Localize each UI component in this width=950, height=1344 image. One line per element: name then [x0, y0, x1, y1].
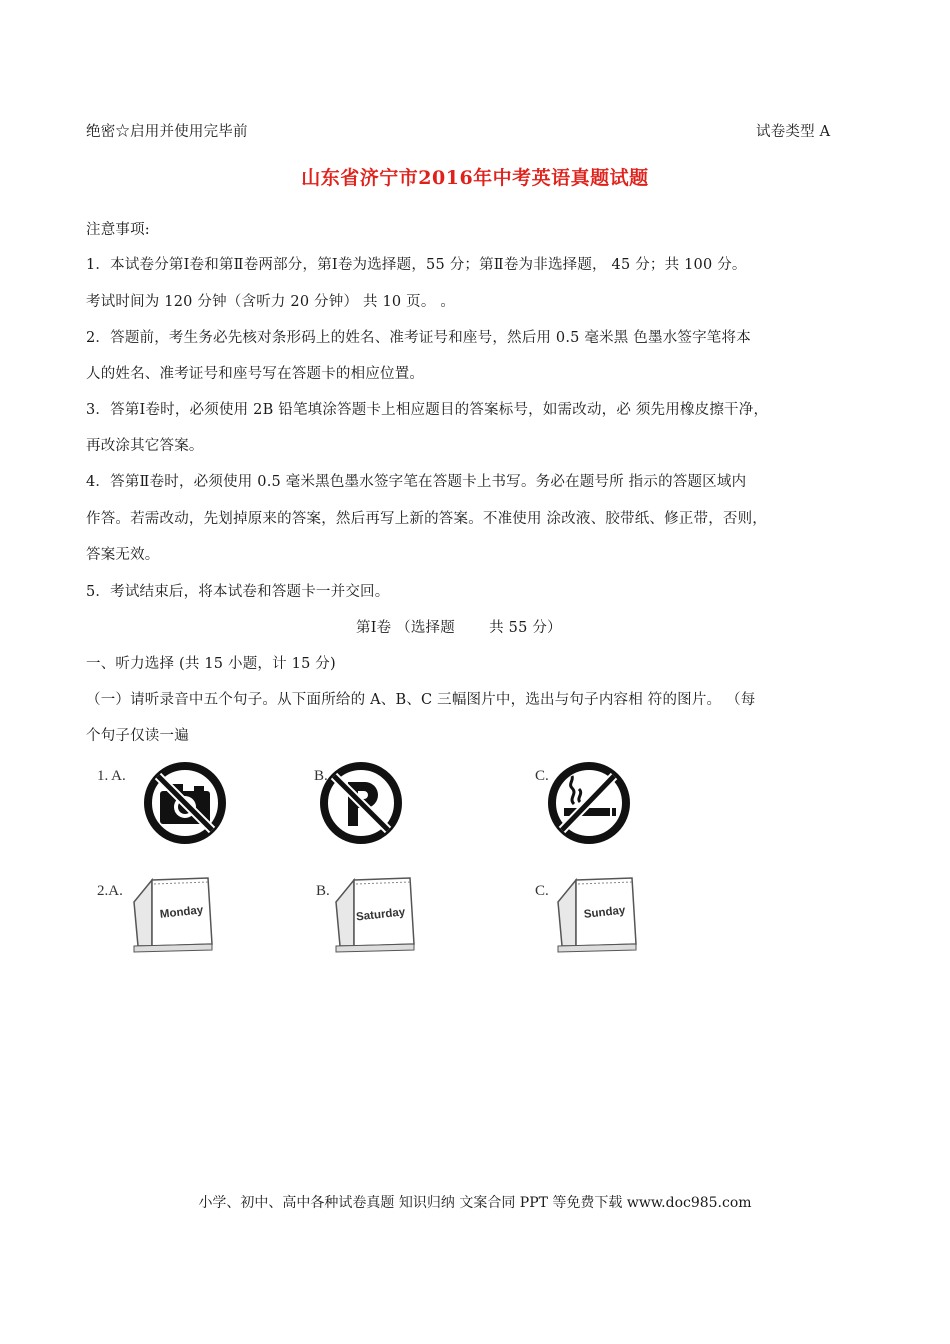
no-parking-icon — [318, 760, 404, 846]
section-heading: 第Ⅰ卷 （选择题 共 55 分） — [356, 620, 562, 636]
instruction-line: （一）请听录音中五个句子。从下面所给的 A、B、C 三幅图片中，选出与句子内容相 符的图片。 （每 — [86, 692, 756, 708]
notes-heading: 注意事项: — [86, 222, 150, 238]
notes-line: 2．答题前，考生务必先核对条形码上的姓名、准考证号和座号，然后用 0.5 毫米黑 色墨水签字笔将本 — [86, 330, 751, 346]
no-smoking-icon — [546, 760, 632, 846]
calendar-day-label: Monday — [159, 904, 204, 921]
option-label: C. — [535, 768, 549, 784]
notes-line: 4．答第Ⅱ卷时，必须使用 0.5 毫米黑色墨水签字笔在答题卡上书写。务必在题号所 指示的答题区域内 — [86, 474, 747, 490]
part-heading: 一、听力选择 (共 15 小题，计 15 分) — [86, 656, 336, 672]
notes-line: 考试时间为 120 分钟（含听力 20 分钟） 共 10 页。 。 — [86, 294, 456, 310]
instruction-line: 个句子仅读一遍 — [86, 728, 189, 744]
confidential-note: 绝密☆启用并使用完毕前 — [86, 124, 248, 140]
notes-line: 5．考试结束后，将本试卷和答题卡一并交回。 — [86, 584, 390, 600]
page-footer: 小学、初中、高中各种试卷真题 知识归纳 文案合同 PPT 等免费下载 www.doc985.com — [198, 1195, 752, 1211]
option-label: C. — [535, 883, 549, 899]
notes-line: 再改涂其它答案。 — [86, 438, 204, 454]
notes-line: 答案无效。 — [86, 547, 160, 563]
calendar-day-label: Sunday — [583, 904, 626, 921]
calendar-icon — [128, 876, 218, 954]
notes-line: 3．答第Ⅰ卷时，必须使用 2B 铅笔填涂答题卡上相应题目的答案标号，如需改动，必 须先用橡皮擦干净， — [86, 402, 769, 418]
option-label: B. — [316, 883, 330, 899]
calendar-icon — [552, 876, 642, 954]
notes-line: 1．本试卷分第Ⅰ卷和第Ⅱ卷两部分，第Ⅰ卷为选择题，55 分；第Ⅱ卷为非选择题， 45 分；共 100 分。 — [86, 257, 747, 273]
option-label: 2.A. — [97, 883, 123, 899]
paper-type: 试卷类型 A — [756, 124, 831, 140]
option-label: 1. A. — [97, 768, 126, 784]
calendar-day-label: Saturday — [355, 906, 406, 924]
calendar-icon — [330, 876, 420, 954]
option-label: B. — [314, 768, 328, 784]
no-camera-icon — [142, 760, 228, 846]
notes-line: 人的姓名、准考证号和座号写在答题卡的相应位置。 — [86, 366, 425, 382]
notes-line: 作答。若需改动，先划掉原来的答案，然后再写上新的答案。不准使用 涂改液、胶带纸、修正带，否则， — [86, 511, 768, 527]
page-title: 山东省济宁市2016年中考英语真题试题 — [301, 167, 649, 189]
